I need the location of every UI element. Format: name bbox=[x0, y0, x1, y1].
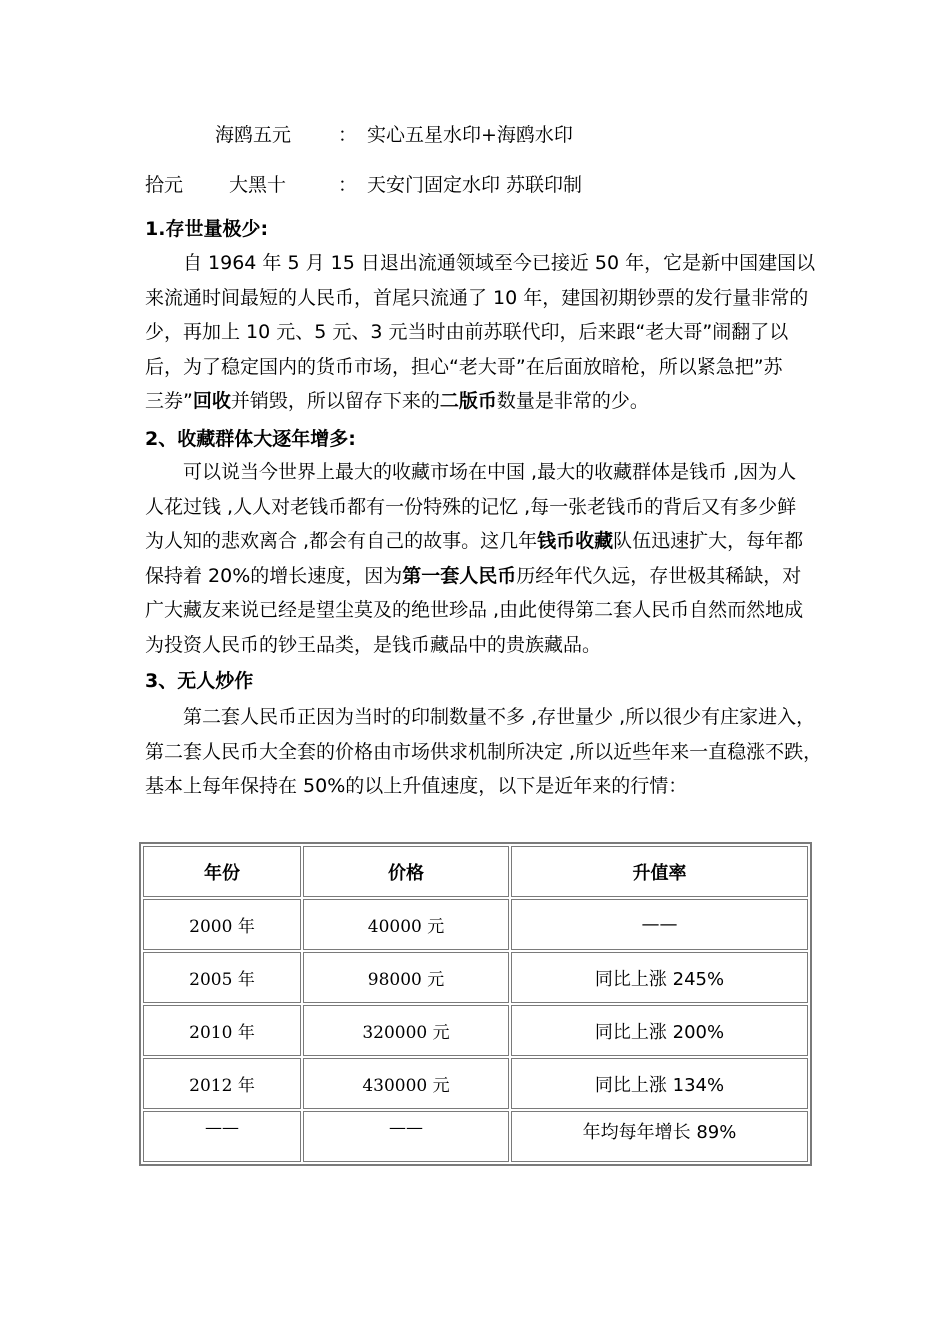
emphasis: 回收 bbox=[192, 390, 231, 413]
cell-rate: 同比上涨 134% bbox=[511, 1058, 808, 1109]
cell-year: 2012 年 bbox=[143, 1058, 301, 1109]
paragraph-line: 三券”回收并销毁，所以留存下来的二版币数量是非常的少。 bbox=[145, 390, 649, 413]
paragraph-line: 来流通时间最短的人民币，首尾只流通了 10 年，建国初期钞票的发行量非常的 bbox=[145, 286, 809, 309]
section-heading-2: 2、收藏群体大逐年增多: bbox=[145, 428, 356, 450]
table-row bbox=[143, 899, 808, 950]
section-paragraph-2 bbox=[145, 455, 835, 663]
paragraph-line: 为投资人民币的钞王品类，是钱币藏品中的贵族藏品。 bbox=[145, 633, 602, 656]
cell-price: 430000 元 bbox=[303, 1058, 509, 1109]
section-paragraph-1 bbox=[145, 246, 835, 419]
table-row bbox=[143, 1111, 808, 1162]
paragraph-line: 自 1964 年 5 月 15 日退出流通领域至今已接近 50 年，它是新中国建国以 bbox=[183, 252, 816, 274]
note-name: 大黑十 bbox=[229, 174, 287, 196]
header-rate: 升值率 bbox=[511, 846, 808, 897]
section-paragraph-3 bbox=[145, 700, 835, 804]
paragraph-line: 人花过钱 ,人人对老钱币都有一份特殊的记忆 ,每一张老钱币的背后又有多少鲜 bbox=[145, 495, 797, 518]
price-table bbox=[139, 842, 812, 1166]
section-heading-3: 3、无人炒作 bbox=[145, 670, 254, 692]
cell-price: —— bbox=[303, 1111, 509, 1162]
paragraph-line: 可以说当今世界上最大的收藏市场在中国 ,最大的收藏群体是钱币 ,因为人 bbox=[183, 461, 797, 483]
note-sep: ： bbox=[338, 174, 358, 196]
cell-price: 40000 元 bbox=[303, 899, 509, 950]
cell-price: 98000 元 bbox=[303, 952, 509, 1003]
cell-year: 2000 年 bbox=[143, 899, 301, 950]
paragraph-line: 为人知的悲欢离合 ,都会有自己的故事。这几年钱币收藏队伍迅速扩大，每年都 bbox=[145, 530, 804, 553]
emphasis: 钱币收藏 bbox=[537, 530, 614, 553]
cell-rate: 同比上涨 200% bbox=[511, 1005, 808, 1056]
cell-year: 2010 年 bbox=[143, 1005, 301, 1056]
cell-rate: 年均每年增长 89% bbox=[511, 1111, 808, 1162]
note-sep: ： bbox=[338, 124, 358, 146]
cell-rate: 同比上涨 245% bbox=[511, 952, 808, 1003]
emphasis: 第一套人民币 bbox=[402, 564, 517, 587]
paragraph-line: 后，为了稳定国内的货币市场，担心“老大哥”在后面放暗枪，所以紧急把”苏 bbox=[145, 355, 783, 378]
table-row bbox=[143, 952, 808, 1003]
note-denomination: 拾元 bbox=[145, 174, 184, 196]
note-name: 海鸥五元 bbox=[215, 124, 292, 146]
header-year: 年份 bbox=[143, 846, 301, 897]
section-heading-1: 1.存世量极少: bbox=[145, 218, 269, 240]
paragraph-line: 基本上每年保持在 50%的以上升值速度，以下是近年来的行情： bbox=[145, 775, 688, 798]
note-desc: 天安门固定水印 苏联印制 bbox=[367, 174, 583, 196]
table-row bbox=[143, 1005, 808, 1056]
paragraph-line: 第二套人民币正因为当时的印制数量不多 ,存世量少 ,所以很少有庄家进入， bbox=[183, 706, 816, 728]
paragraph-line: 广大藏友来说已经是望尘莫及的绝世珍品 ,由此使得第二套人民币自然而然地成 bbox=[145, 599, 804, 622]
paragraph-line: 少，再加上 10 元、5 元、3 元当时由前苏联代印，后来跟“老大哥”闹翻了以 bbox=[145, 321, 789, 344]
emphasis: 二版币 bbox=[439, 390, 497, 413]
table-row bbox=[143, 1058, 808, 1109]
cell-rate: —— bbox=[511, 899, 808, 950]
table-header-row bbox=[143, 846, 808, 897]
cell-year: 2005 年 bbox=[143, 952, 301, 1003]
note-desc: 实心五星水印+海鸥水印 bbox=[367, 124, 573, 146]
cell-year: —— bbox=[143, 1111, 301, 1162]
header-price: 价格 bbox=[303, 846, 509, 897]
paragraph-line: 保持着 20%的增长速度，因为第一套人民币历经年代久远，存世极其稀缺，对 bbox=[145, 564, 802, 587]
cell-price: 320000 元 bbox=[303, 1005, 509, 1056]
paragraph-line: 第二套人民币大全套的价格由市场供求机制所决定 ,所以近些年来一直稳涨不跌， bbox=[145, 740, 823, 763]
